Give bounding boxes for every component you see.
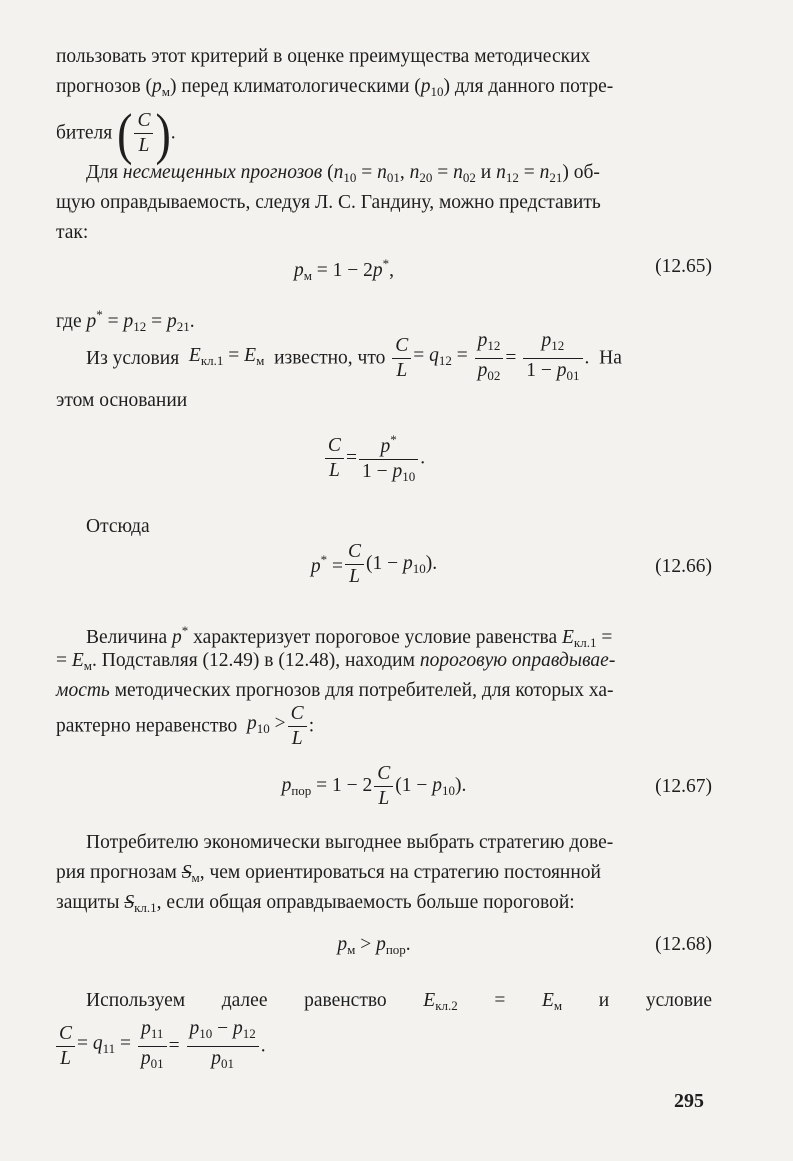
para4-line4: рактерно неравенство $p_{10}$ > $\frac{C}{L}$ : (56, 703, 315, 749)
otsyuda-line: Отсюда (86, 516, 150, 537)
where-line: где $p^* = p_{12} = p_{21}$. (56, 307, 195, 334)
para2-line3: так: (56, 222, 89, 243)
para1-line2: прогнозов $(p_м)$ перед климатологическими $(p_{10})$ для данного потре- (56, 76, 614, 99)
para5-line2: рия прогнозам $S_м$, чем ориентироваться на стратегию постоянной (56, 862, 601, 885)
equation-12-68: $p_м > p_{пор}$. (12.68) (337, 934, 712, 957)
equation-12-66: p* = $\frac{C}{L}$ $(1 - p_{10})$. (12.66) (310, 541, 712, 587)
para5-line1: Потребителю экономически выгоднее выбрать стратегию дове- (86, 832, 614, 853)
para6-line1: Используем далее равенство $E_{кл.2}$ = $E_м$ и условие (86, 990, 712, 1013)
equation-12-67: $p_{пор} = 1 - 2$ $\frac{C}{L}$ $(1 - p_{10})$. (12.67) (281, 763, 712, 809)
para2-line2: щую оправдываемость, следуя Л. С. Гандину, можно представить (56, 192, 601, 213)
equation-12-65: $p_м = 1 - 2p^*$, (12.65) (293, 256, 712, 283)
para3-line1: Из условия $E_{кл.1} = E_м$ известно, что $\frac{C}{L}$ = $q_{12}$ = $\frac{p_{12}}{p_{02}}$ = $\frac{p_{12}}{1 - p_{01}}$ . На (86, 330, 622, 383)
para2-line1: Для несмещенных прогнозов ($n_{10} = n_{01}$, $n_{20} = n_{02}$ и $n_{12} = n_{21}$) об- (86, 162, 600, 185)
para1-line3: бителя ( $\frac{C}{L}$ ). (56, 101, 176, 165)
page-number: 295 (674, 1090, 704, 1112)
para4-line3: мость методических прогнозов для потребителей, для которых ха- (56, 680, 614, 701)
para5-line3: защиты $S_{кл.1}$, если общая оправдываемость больше пороговой: (56, 892, 575, 915)
para4-line2: = $E_м$. Подставляя (12.49) в (12.48), находим пороговую оправдывае- (56, 650, 616, 673)
para1-line1: пользовать этот критерий в оценке преимущества методических (56, 46, 591, 67)
para3-line2: этом основании (56, 390, 188, 411)
equation-cl-ratio: $\frac{C}{L}$ = $\frac{p^*}{1 - p_{10}}$ . (56, 428, 712, 488)
para4-line1: Величина p* характеризует пороговое условие равенства $E_{кл.1}$ = (86, 623, 613, 650)
para6-line2: $\frac{C}{L}$ = $q_{11}$ = $\frac{p_{11}}{p_{01}}$ = $\frac{p_{10} - p_{12}}{p_{01}}$ . (56, 1014, 712, 1079)
